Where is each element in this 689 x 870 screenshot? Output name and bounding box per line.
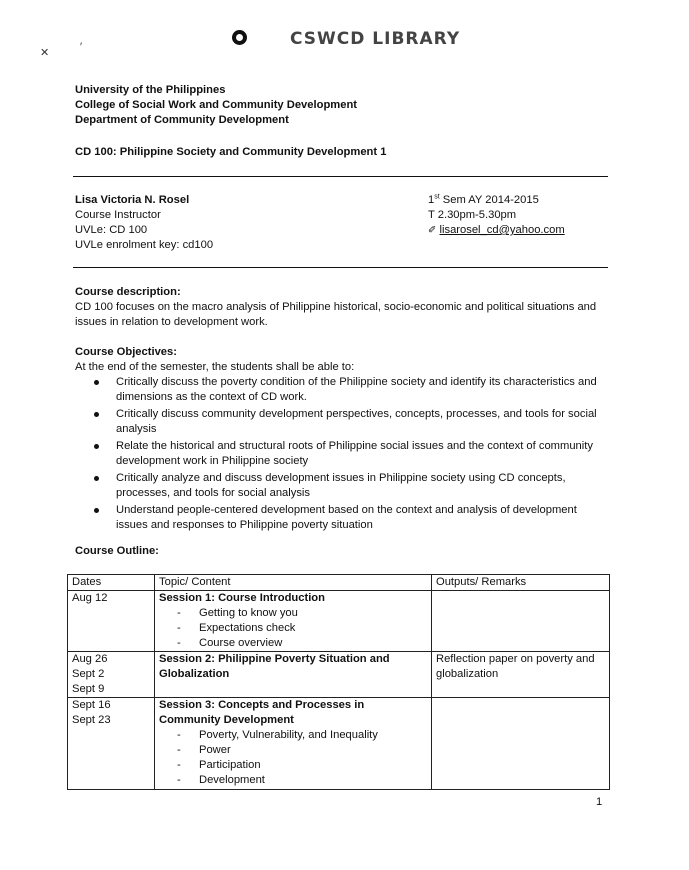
uvle-course: UVLe: CD 100 bbox=[75, 224, 148, 236]
table-row bbox=[68, 591, 610, 652]
semester-label: 1st Sem AY 2014-2015 bbox=[428, 193, 539, 206]
subtopic-item: - Development bbox=[177, 773, 427, 788]
subtopic-list bbox=[159, 606, 427, 651]
dates-cell: Sept 16 Sept 23 bbox=[68, 698, 155, 790]
remarks-cell: Reflection paper on poverty and globalization bbox=[432, 652, 610, 698]
objective-item: Relate the historical and structural roots of Philippine social issues and the context of community development work in Philippine society bbox=[116, 439, 601, 469]
uvle-key: UVLe enrolment key: cd100 bbox=[75, 239, 214, 251]
schedule-info bbox=[428, 193, 618, 238]
description-text: CD 100 focuses on the macro analysis of Philippine historical, socio-economic and political situations and issues in relation to development work. bbox=[75, 301, 597, 328]
objectives-list bbox=[75, 375, 615, 533]
column-header: Topic/ Content bbox=[155, 575, 432, 591]
table-row bbox=[68, 698, 610, 790]
session-title: Session 2: Philippine Poverty Situation and Globalization bbox=[159, 653, 390, 680]
column-header: Dates bbox=[68, 575, 155, 591]
outline-heading: Course Outline: bbox=[75, 545, 159, 557]
remarks-cell bbox=[432, 698, 610, 790]
remarks-cell bbox=[432, 591, 610, 652]
objective-item: Critically discuss the poverty condition of the Philippine society and identify its characteristics and dimensions as the context of CD work. bbox=[116, 375, 601, 405]
subtopic-item: - Power bbox=[177, 743, 427, 758]
punch-hole-mark bbox=[232, 30, 247, 45]
margin-mark: ′ bbox=[80, 41, 83, 53]
objective-item: Critically analyze and discuss development issues in Philippine society using CD concepts, processes, and tools for social analysis bbox=[116, 471, 601, 501]
subtopic-item: - Course overview bbox=[177, 636, 427, 651]
subtopic-item: - Poverty, Vulnerability, and Inequality bbox=[177, 728, 427, 743]
subtopic-list bbox=[159, 728, 427, 788]
course-title: CD 100: Philippine Society and Community Development 1 bbox=[75, 146, 387, 158]
course-description bbox=[75, 285, 615, 330]
institution-header bbox=[75, 83, 357, 128]
session-title: Session 1: Course Introduction bbox=[159, 592, 325, 604]
dates-cell: Aug 12 bbox=[68, 591, 155, 652]
subtopic-item: - Expectations check bbox=[177, 621, 427, 636]
divider bbox=[73, 267, 608, 268]
objectives-intro: At the end of the semester, the students shall be able to: bbox=[75, 361, 355, 373]
dates-cell: Aug 26 Sept 2 Sept 9 bbox=[68, 652, 155, 698]
instructor-name: Lisa Victoria N. Rosel bbox=[75, 194, 190, 206]
margin-mark: ✕ bbox=[40, 47, 50, 59]
description-heading: Course description: bbox=[75, 286, 181, 298]
divider bbox=[73, 176, 608, 177]
session-title: Session 3: Concepts and Processes in Community Development bbox=[159, 699, 365, 726]
department-name: Department of Community Development bbox=[75, 114, 289, 126]
subtopic-item: - Getting to know you bbox=[177, 606, 427, 621]
class-time: T 2.30pm-5.30pm bbox=[428, 209, 517, 221]
page-number: 1 bbox=[596, 796, 603, 808]
course-objectives bbox=[75, 345, 615, 535]
subtopic-item: - Participation bbox=[177, 758, 427, 773]
table-header-row bbox=[68, 575, 610, 591]
column-header: Outputs/ Remarks bbox=[432, 575, 610, 591]
email-row bbox=[428, 223, 618, 238]
topic-cell bbox=[155, 698, 432, 790]
instructor-role: Course Instructor bbox=[75, 209, 161, 221]
topic-cell bbox=[155, 591, 432, 652]
topic-cell bbox=[155, 652, 432, 698]
objectives-heading: Course Objectives: bbox=[75, 346, 177, 358]
objective-item: Understand people-centered development based on the context and analysis of development issues and responses to Philippine poverty situation bbox=[116, 503, 601, 533]
instructor-email-link[interactable]: lisarosel_cd@yahoo.com bbox=[439, 224, 565, 236]
instructor-info bbox=[75, 193, 213, 253]
college-name: College of Social Work and Community Development bbox=[75, 99, 358, 111]
library-stamp: CSWCD LIBRARY bbox=[290, 29, 461, 49]
course-outline-table bbox=[67, 574, 610, 790]
table-row bbox=[68, 652, 610, 698]
university-name: University of the Philippines bbox=[75, 84, 226, 96]
objective-item: Critically discuss community development perspectives, concepts, processes, and tools for social analysis bbox=[116, 407, 601, 437]
mouse-icon: ✐ bbox=[428, 225, 437, 236]
